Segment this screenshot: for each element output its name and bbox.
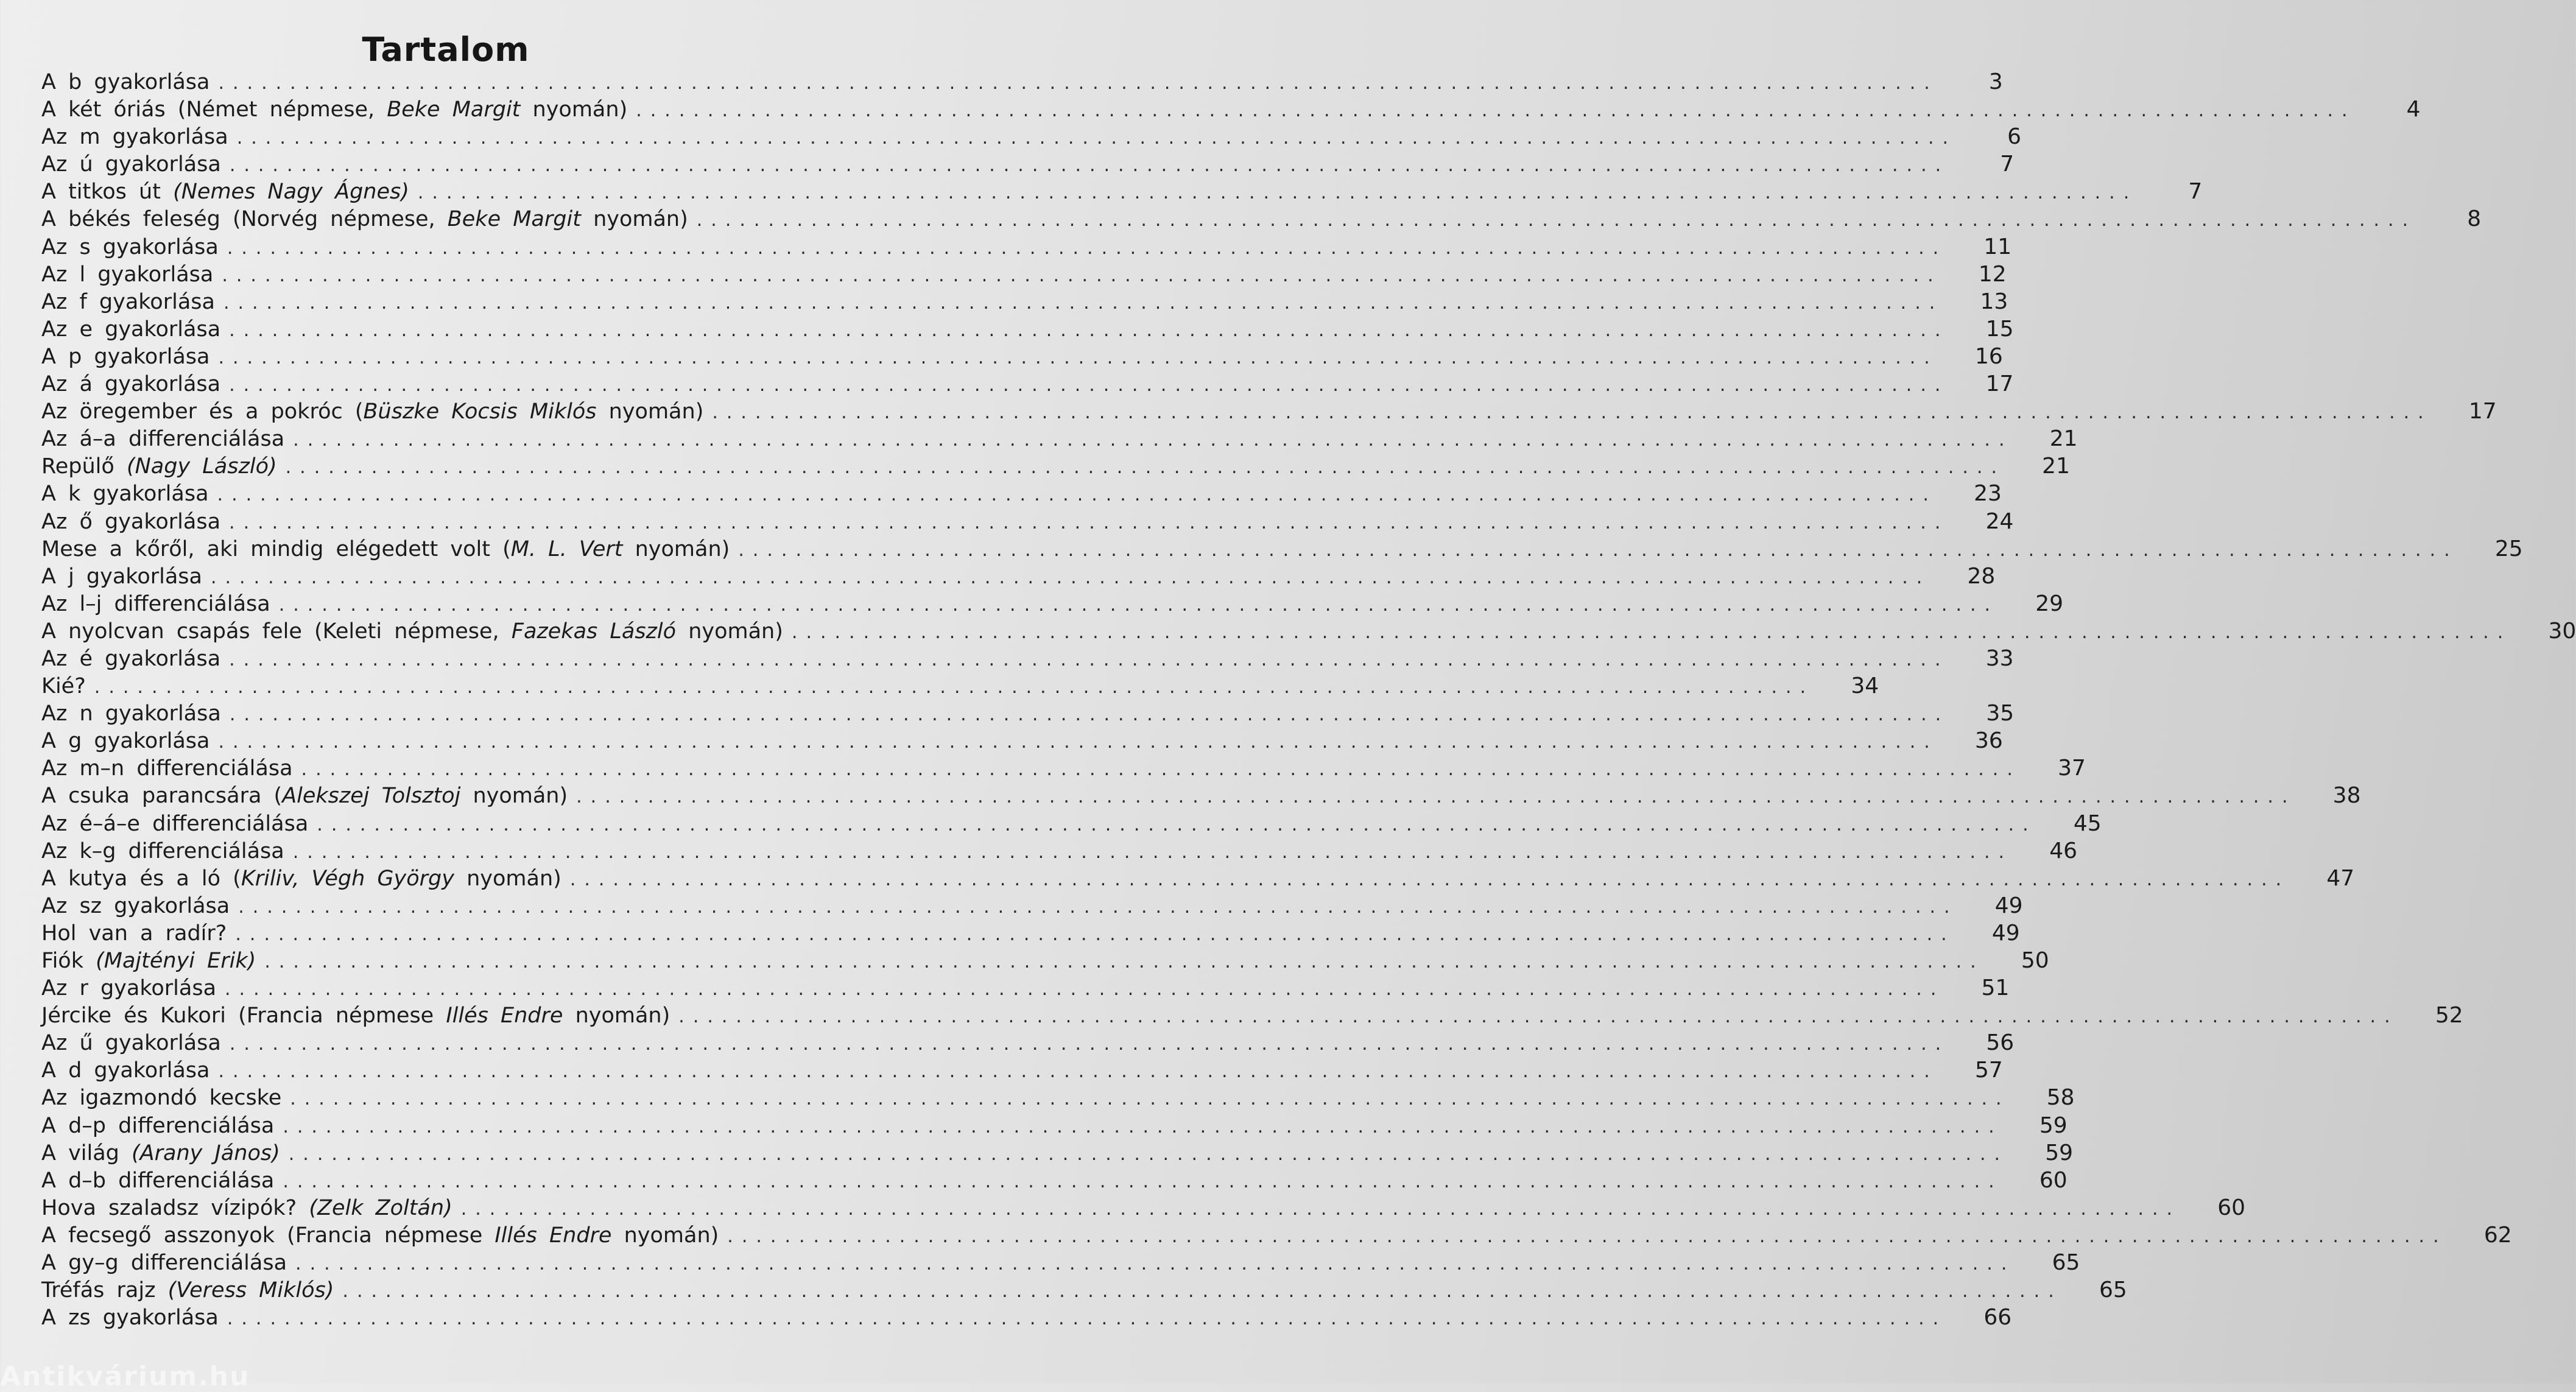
toc-page-number: 36 <box>1975 728 2003 754</box>
dot-leader: ........................................................................................................................ <box>222 264 1942 286</box>
toc-entry <box>41 1084 2075 1111</box>
dot-leader: ........................................................................................................................ <box>636 100 2356 122</box>
toc-entry-title: Az m gyakorlása <box>41 125 228 150</box>
page-title: Tartalom <box>362 30 530 69</box>
toc-page-number: 56 <box>1986 1030 2015 1056</box>
toc-page-number: 12 <box>1978 261 2007 287</box>
toc-entry-title: Az l–j differenciálása <box>41 591 270 616</box>
toc-page-number: 65 <box>2099 1278 2127 1303</box>
toc-entry-title: A b gyakorlása <box>41 70 210 94</box>
toc-entry-title: Az á gyakorlása <box>41 372 221 397</box>
dot-leader: ........................................................................................................................ <box>218 72 1938 94</box>
toc-entry-title: A kutya és a ló (Kriliv, Végh György nyomán) <box>41 866 561 891</box>
toc-page-number: 8 <box>2467 206 2482 232</box>
toc-entry-title: A fecsegő asszonyok (Francia népmese Illés Endre nyomán) <box>41 1223 719 1248</box>
dot-leader: ........................................................................................................................ <box>238 896 1958 918</box>
toc-page-number: 49 <box>1994 893 2023 918</box>
toc-entry-title: A két óriás (Német népmese, Beke Margit nyomán) <box>41 97 628 122</box>
dot-leader: ........................................................................................................................ <box>229 155 1950 177</box>
dot-leader: ........................................................................................................................ <box>229 704 1950 726</box>
dot-leader: ........................................................................................................................ <box>278 594 1999 616</box>
toc-entry <box>41 205 2482 233</box>
toc-entry <box>41 315 2014 343</box>
toc-page-number: 65 <box>2052 1250 2080 1276</box>
toc-entry <box>41 837 2078 865</box>
toc-page-number: 57 <box>1975 1058 2003 1083</box>
toc-page-number: 17 <box>2468 399 2497 424</box>
toc-page-number: 11 <box>1983 234 2012 259</box>
toc-entry <box>41 1304 2012 1331</box>
toc-entry <box>41 370 2014 398</box>
toc-page-number: 58 <box>2046 1085 2075 1111</box>
dot-leader: ........................................................................................................................ <box>293 429 2013 451</box>
dot-leader: ........................................................................................................................ <box>218 1061 1938 1083</box>
watermark: Antikvárium.hu <box>0 1361 250 1392</box>
toc-entry <box>41 919 2020 947</box>
dot-leader: ........................................................................................................................ <box>295 1253 2016 1275</box>
dot-leader: ........................................................................................................................ <box>235 923 1955 945</box>
toc-entry <box>41 178 2203 205</box>
toc-page-number: 23 <box>1974 481 2002 507</box>
toc-entry <box>41 947 2049 974</box>
dot-leader: ........................................................................................................................ <box>229 374 1949 396</box>
toc-entry-title: Tréfás rajz (Veress Miklós) <box>41 1278 334 1303</box>
dot-leader: ........................................................................................................................ <box>342 1281 2063 1302</box>
toc-entry-title: Az l gyakorlása <box>41 262 214 287</box>
toc-entry-title: Az ő gyakorlása <box>41 509 221 534</box>
toc-page-number: 37 <box>2058 756 2086 781</box>
toc-entry-title: A gy–g differenciálása <box>41 1251 287 1276</box>
toc-entry <box>41 617 2576 645</box>
toc-entry-title: A d–b differenciálása <box>41 1168 275 1193</box>
dot-leader: ........................................................................................................................ <box>417 182 2138 204</box>
dot-leader: ........................................................................................................................ <box>94 677 1815 698</box>
toc-page-number: 60 <box>2217 1195 2246 1220</box>
toc-entry <box>41 508 2014 535</box>
dot-leader: ........................................................................................................................ <box>791 621 2512 643</box>
toc-page-number: 7 <box>2188 179 2203 205</box>
toc-entry-title: Az r gyakorlása <box>41 976 217 1001</box>
dot-leader: ........................................................................................................................ <box>218 346 1938 368</box>
toc-entry <box>41 1112 2067 1139</box>
dot-leader: ........................................................................................................................ <box>283 1116 2003 1137</box>
dot-leader: ........................................................................................................................ <box>317 814 2037 835</box>
toc-page-number: 28 <box>1967 563 1996 589</box>
toc-entry <box>41 398 2497 425</box>
toc-entry-title: Az m–n differenciálása <box>41 756 293 781</box>
toc-entry-title: A csuka parancsára (Alekszej Tolsztoj nyomán) <box>41 784 568 809</box>
dot-leader: ........................................................................................................................ <box>225 979 1945 1000</box>
toc-page-number: 49 <box>1991 920 2020 946</box>
toc-entry <box>41 782 2361 809</box>
dot-leader: ........................................................................................................................ <box>236 127 1957 149</box>
toc-page-number: 62 <box>2483 1222 2512 1248</box>
toc-entry <box>41 1056 2003 1084</box>
toc-entry-title: Az f gyakorlása <box>41 289 215 314</box>
toc-entry-title: Hova szaladsz vízipók? (Zelk Zoltán) <box>41 1195 452 1220</box>
toc-entry <box>41 535 2523 563</box>
toc-entry-title: Az é–á–e differenciálása <box>41 811 309 836</box>
dot-leader: ........................................................................................................................ <box>229 1033 1950 1055</box>
toc-page-number: 6 <box>2007 124 2022 150</box>
toc-page-number: 59 <box>2045 1140 2074 1165</box>
toc-entry-title: A békés feleség (Norvég népmese, Beke Margit nyomán) <box>41 207 688 232</box>
toc-page-number: 17 <box>1985 371 2014 397</box>
toc-entry <box>41 754 2086 782</box>
toc-entry-title: Kié? <box>41 674 86 699</box>
toc-page-number: 15 <box>1985 316 2014 342</box>
toc-page-number: 47 <box>2326 865 2355 891</box>
dot-leader: ........................................................................................................................ <box>217 484 1937 506</box>
toc-entry-title: A titkos út (Nemes Nagy Ágnes) <box>41 180 409 205</box>
toc-entry-title: A k gyakorlása <box>41 482 209 507</box>
toc-page-number: 46 <box>2049 838 2078 863</box>
dot-leader: ........................................................................................................................ <box>290 1088 2010 1110</box>
toc-entry <box>41 480 2002 507</box>
dot-leader: ........................................................................................................................ <box>678 1006 2399 1028</box>
toc-entry <box>41 810 2102 837</box>
toc-page-number: 30 <box>2548 618 2576 644</box>
toc-entry-title: A g gyakorlása <box>41 729 210 754</box>
toc-page-number: 66 <box>1983 1305 2012 1330</box>
dot-leader: ........................................................................................................................ <box>264 951 1985 972</box>
toc-entry <box>41 1222 2512 1249</box>
toc-page-number: 59 <box>2039 1113 2067 1138</box>
toc-entry <box>41 672 1879 700</box>
toc-page-number: 3 <box>1988 69 2003 94</box>
toc-entry-title: A j gyakorlása <box>41 564 202 589</box>
dot-leader: ........................................................................................................................ <box>712 402 2432 424</box>
toc-entry-title: Az n gyakorlása <box>41 701 221 726</box>
dot-leader: ........................................................................................................................ <box>292 841 2013 863</box>
toc-entry <box>41 452 2070 480</box>
toc-page-number: 24 <box>1985 508 2014 534</box>
toc-entry-title: A d–p differenciálása <box>41 1113 275 1138</box>
toc-page-number: 60 <box>2039 1167 2067 1193</box>
dot-leader: ........................................................................................................................ <box>288 1143 2009 1165</box>
dot-leader: ........................................................................................................................ <box>218 731 1938 753</box>
toc-page-number: 13 <box>1980 289 2008 314</box>
dot-leader: ........................................................................................................................ <box>229 649 1949 670</box>
toc-entry <box>41 727 2003 754</box>
toc-entry-title: Az igazmondó kecske <box>41 1086 282 1111</box>
toc-entry <box>41 343 2003 370</box>
toc-entry <box>41 1249 2080 1276</box>
toc-page-number: 51 <box>1981 975 2010 1001</box>
toc-entry-title: Az öregember és a pokróc (Büszke Kocsis Miklós nyomán) <box>41 399 704 424</box>
toc-page-number: 52 <box>2435 1003 2463 1028</box>
toc-entry-title: Jércike és Kukori (Francia népmese Illés Endre nyomán) <box>41 1004 670 1028</box>
toc-entry <box>41 590 2064 617</box>
dot-leader: ........................................................................................................................ <box>576 786 2296 808</box>
dot-leader: ........................................................................................................................ <box>738 539 2458 561</box>
toc-page-number: 38 <box>2332 783 2361 809</box>
toc-entry <box>41 233 2012 261</box>
toc-page-number: 21 <box>2049 426 2078 452</box>
dot-leader: ........................................................................................................................ <box>696 209 2417 231</box>
toc-entry <box>41 1139 2074 1167</box>
toc-page-number: 35 <box>1986 701 2015 726</box>
toc-entry <box>41 645 2014 672</box>
dot-leader: ........................................................................................................................ <box>229 319 1949 341</box>
toc-page-number: 29 <box>2035 591 2064 616</box>
toc-entry-title: Az k–g differenciálása <box>41 838 284 863</box>
toc-entry <box>41 563 1996 590</box>
toc-entry <box>41 700 2015 727</box>
toc-page-number: 25 <box>2494 536 2523 561</box>
toc-page-number: 21 <box>2042 454 2070 479</box>
toc-page-number: 7 <box>2000 152 2015 177</box>
dot-leader: ........................................................................................................................ <box>285 457 2005 479</box>
toc-entry-title: Mese a kőről, aki mindig elégedett volt (M. L. Vert nyomán) <box>41 536 730 561</box>
dot-leader: ........................................................................................................................ <box>227 237 1948 259</box>
toc-entry <box>41 1167 2067 1194</box>
table-of-contents <box>41 68 2576 1331</box>
toc-entry <box>41 1029 2015 1056</box>
dot-leader: ........................................................................................................................ <box>460 1198 2181 1220</box>
dot-leader: ........................................................................................................................ <box>301 759 2021 781</box>
dot-leader: ........................................................................................................................ <box>227 1308 1948 1330</box>
toc-entry-title: A zs gyakorlása <box>41 1306 219 1330</box>
toc-entry <box>41 96 2421 123</box>
toc-entry <box>41 1002 2463 1029</box>
toc-page-number: 33 <box>1985 645 2014 671</box>
toc-entry-title: A p gyakorlása <box>41 344 210 369</box>
dot-leader: ........................................................................................................................ <box>223 292 1944 314</box>
dot-leader: ........................................................................................................................ <box>210 566 1931 588</box>
toc-entry <box>41 1276 2127 1304</box>
toc-page-number: 50 <box>2021 948 2049 973</box>
toc-entry <box>41 865 2355 892</box>
toc-entry-title: Fiók (Majtényi Erik) <box>41 949 256 973</box>
toc-entry-title: Az s gyakorlása <box>41 234 219 259</box>
toc-entry <box>41 974 2010 1002</box>
toc-entry-title: A világ (Arany János) <box>41 1141 280 1165</box>
dot-leader: ........................................................................................................................ <box>229 511 1949 533</box>
toc-entry-title: Az ű gyakorlása <box>41 1031 221 1056</box>
toc-entry <box>41 68 2003 96</box>
toc-entry <box>41 123 2022 150</box>
toc-page-number: 16 <box>1975 343 2003 369</box>
toc-entry-title: Hol van a radír? <box>41 921 227 946</box>
dot-leader: ........................................................................................................................ <box>569 868 2290 890</box>
toc-entry-title: Az á–a differenciálása <box>41 427 285 452</box>
toc-entry <box>41 892 2023 919</box>
toc-entry-title: A nyolcvan csapás fele (Keleti népmese, Fazekas László nyomán) <box>41 619 783 644</box>
toc-page-number: 34 <box>1851 673 1879 699</box>
toc-entry <box>41 288 2008 315</box>
toc-entry-title: A d gyakorlása <box>41 1058 210 1083</box>
toc-entry <box>41 261 2007 288</box>
toc-entry-title: Az sz gyakorlása <box>41 893 230 918</box>
toc-entry-title: Az e gyakorlása <box>41 317 221 342</box>
toc-entry <box>41 150 2015 178</box>
toc-page-number: 4 <box>2406 97 2421 122</box>
toc-entry-title: Az é gyakorlása <box>41 646 221 671</box>
dot-leader: ........................................................................................................................ <box>283 1170 2003 1192</box>
toc-page-number: 45 <box>2073 810 2102 836</box>
toc-entry <box>41 425 2078 452</box>
dot-leader: ........................................................................................................................ <box>727 1225 2448 1247</box>
toc-entry-title: Az ú gyakorlása <box>41 152 221 177</box>
toc-entry <box>41 1194 2246 1222</box>
toc-entry-title: Repülő (Nagy László) <box>41 454 277 479</box>
